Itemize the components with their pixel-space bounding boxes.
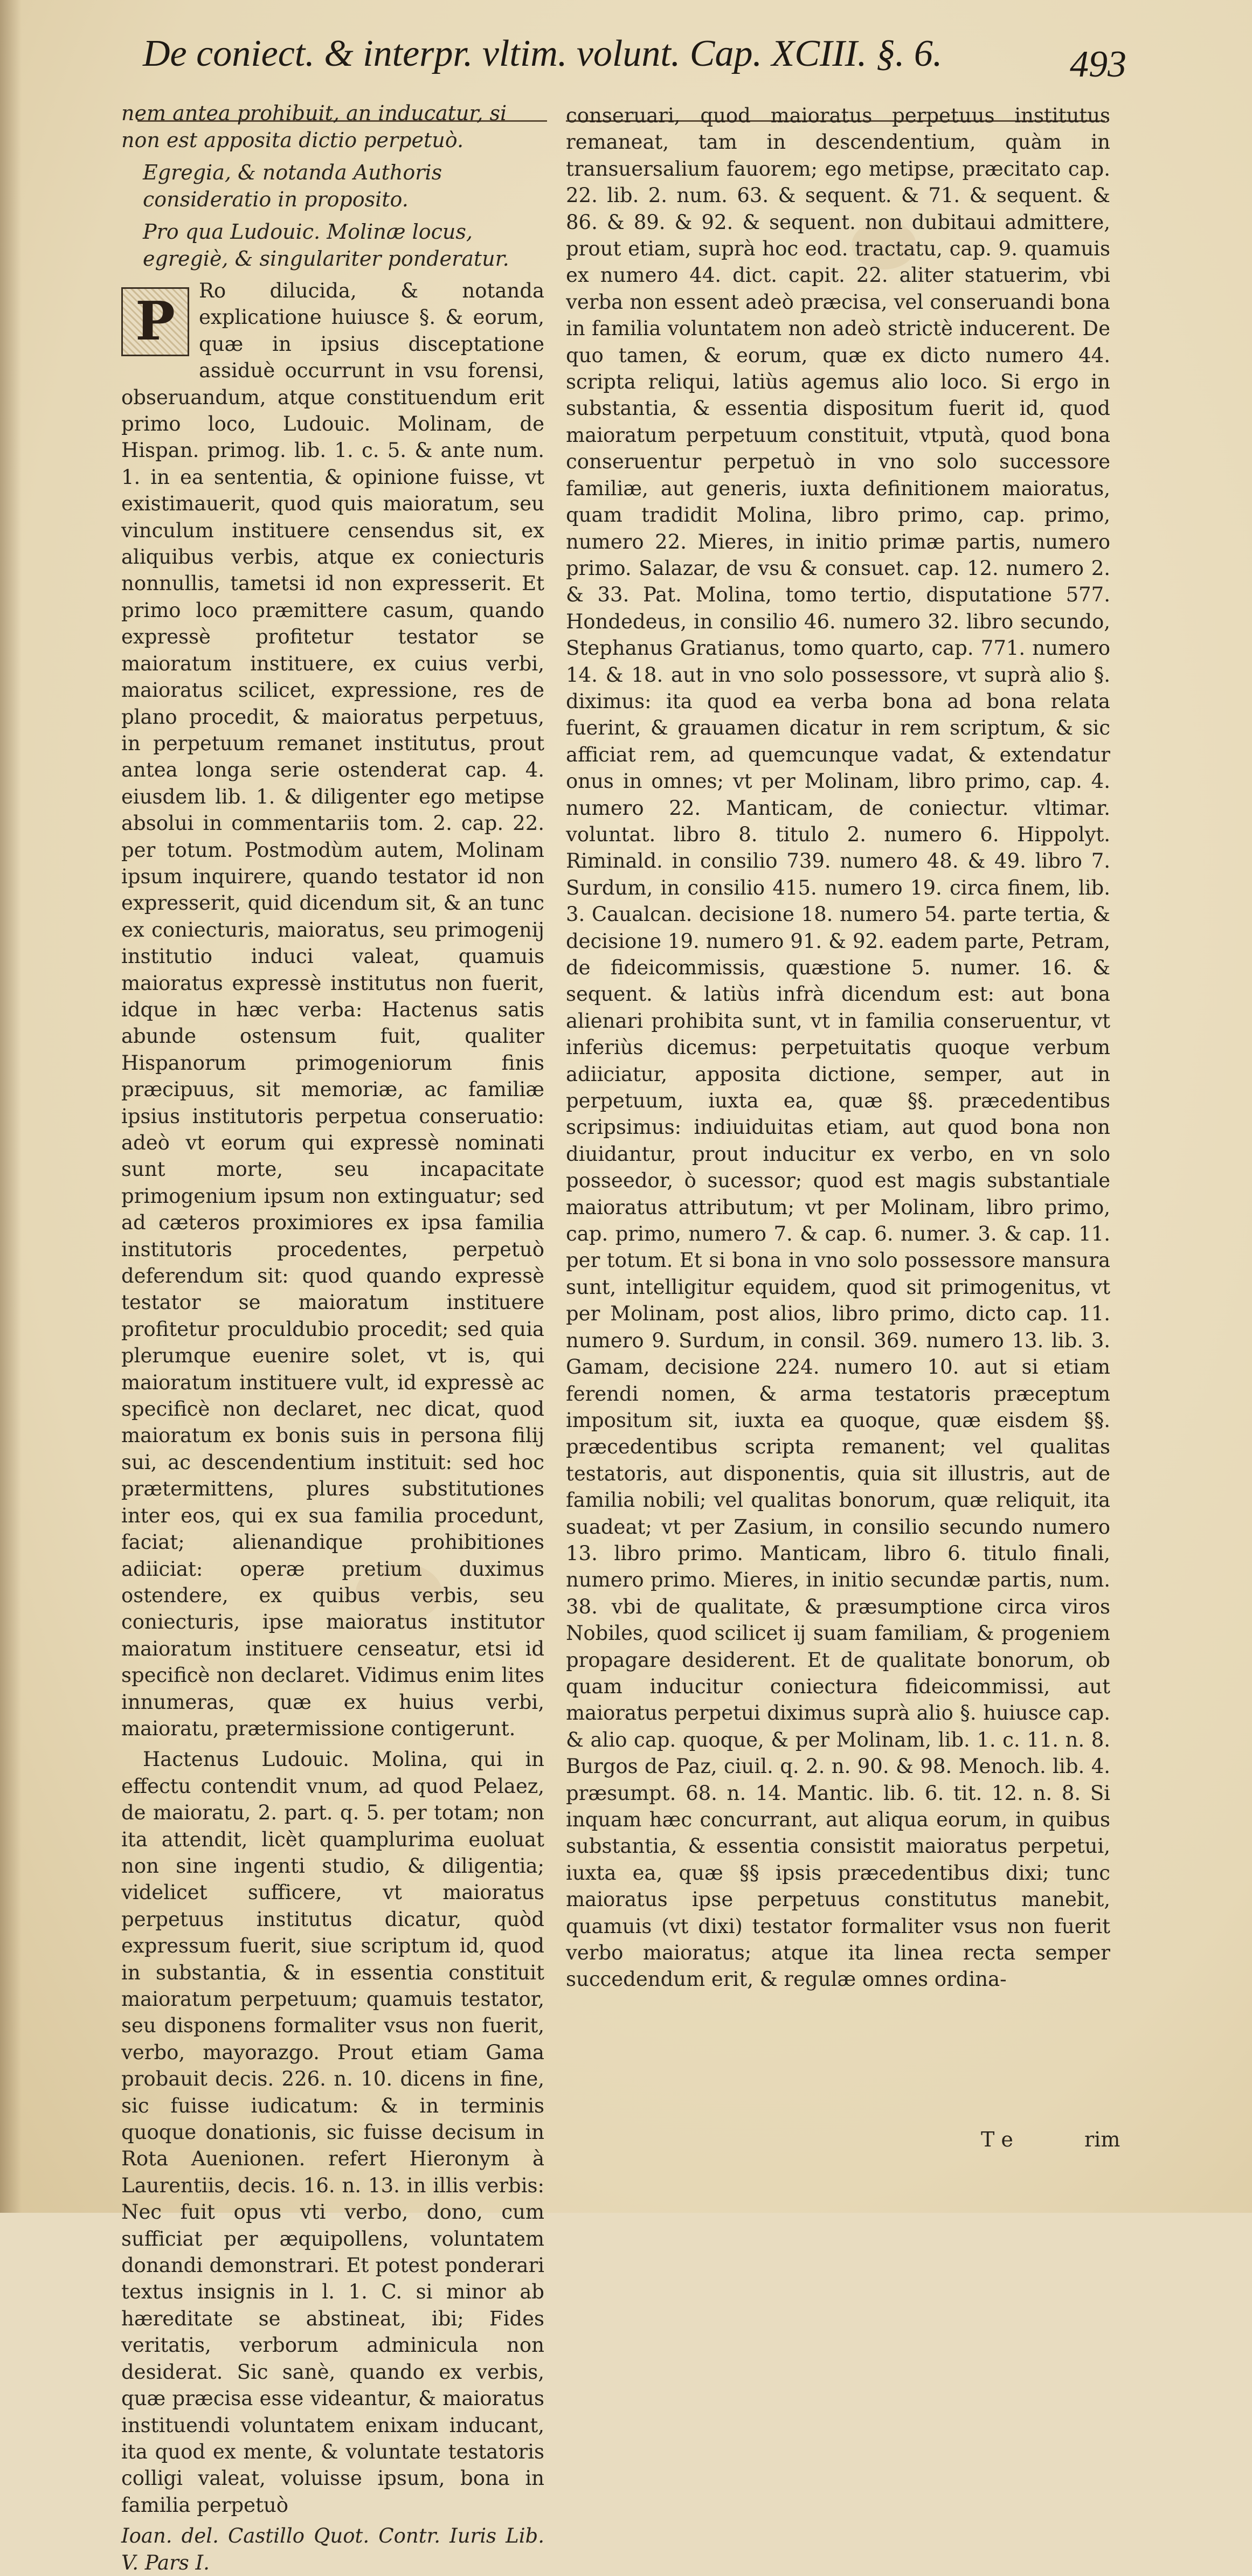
page-number: 493 xyxy=(1070,44,1126,85)
paragraph-text: Ro dilucida, & notanda explicatione huiusce §. & eorum, quæ in ipsius disceptatione assiduè occurrunt in vsu forensi, obseruandum, atque constituendum erit primo loco, Ludouic. Molinam, de Hispan. primog. lib. 1. c. 5. & ante num. 1. in ea sententia, & opinione fuisse, vt existimauerit, quod quis maioratum, seu vinculum instituere censendus sit, ex aliquibus verbis, atque ex coniecturis nonnullis, tametsi id non expresserit. Et primo loco præmittere casum, quando expressè profitetur testator se maioratum instituere, ex cuius verbi, maioratus scilicet, expressione, res de plano procedit, & maioratus perpetuus, in perpetuum remanet institutus, prout antea longa serie ostenderat cap. 4. eiusdem lib. 1. & diligenter ego metipse absolui in commentariis tom. 2. cap. 22. per totum. Postmodùm autem, Molinam ipsum inquirere, quando testator id non expresserit, quid dicendum sit, & an tunc ex coniecturis, maioratus, seu primogenij institutio induci valeat, quamuis maioratus expressè institutus non fuerit, idque in hæc verba: Hactenus satis abunde ostensum fuit, qualiter Hispanorum primogeniorum finis præcipuus, sit memoriæ, ac familiæ ipsius institutoris perpetua conseruatio: adeò vt eorum qui expressè nominati sunt morte, seu incapacitate primogenium ipsum non extinguatur; sed ad cæteros proximiores ex ipsa familia institutoris procedentes, perpetuò deferendum sit: quod quando expressè testator se maioratum instituere profitetur proculdubio procedit; sed quia plerumque euenire solet, vt is, qui maioratum instituere vult, id expressè ac specificè non declaret, nec dicat, quod maioratum ex bonis suis in persona filij sui, ac descendentium instituit: sed hoc prætermittens, plures substitutiones inter eos, qui ex sua familia procedunt, faciat; alienandique prohibitiones adiiciat: operæ pretium duximus ostendere, ex quibus verbis, seu coniecturis, ipse maioratus institutor maioratum instituere censeatur, etsi id specificè non declaret. Vidimus enim lites innumeras, quæ ex huius verbi, maioratu, prætermissione contigerunt. xyxy=(121,279,544,1740)
ornamental-initial: P xyxy=(121,287,189,356)
binding-shadow xyxy=(0,0,22,2213)
paragraph xyxy=(121,278,544,1742)
running-head: De coniect. & interpr. vltim. volunt. Cap. XCIII. §. 6. xyxy=(143,33,943,74)
catchword xyxy=(981,2128,1120,2151)
page-header xyxy=(0,30,1252,110)
paragraph: Hactenus Ludouic. Molina, qui in effectu contendit vnum, ad quod Pelaez, de maioratu, 2. part. q. 5. per totam; non ita attendit, licèt quamplurima euoluat non sine ingenti studio, & diligentia; videlicet sufficere, vt maioratus perpetuus institutus dicatur, quòd expressum fuerit, siue scriptum id, quod in substantia, & in essentia constituit maioratum perpetuum; quamuis testator, seu disponens formaliter vsus non fuerit, verbo, mayorazgo. Prout etiam Gama probauit decis. 226. n. 10. dicens in fine, sic fuisse iudicatum: & in terminis quoque donationis, sic fuisse decisum in Rota Auenionen. refert Hieronym à Laurentiis, decis. 16. n. 13. in illis verbis: Nec fuit opus vti verbo, dono, cum sufficiat per æquipollens, voluntatem donandi demonstrari. Et potest ponderari textus insignis in l. 1. C. si minor ab hæreditate se abstineat, ibi; Fides veritatis, verborum adminicula non desiderat. Sic sanè, quando ex verbis, quæ præcisa esse videantur, & maioratus instituendi voluntatem enixam inducant, ita quod ex mente, & voluntate testatoris colligi valeat, voluisse ipsum, bona in familia perpetuò xyxy=(121,1748,544,2517)
paragraph: conseruari, quod maioratus perpetuus institutus remaneat, tam in descendentium, quàm in transuersalium fauorem; ego metipse, præcitato cap. 22. lib. 2. num. 63. & sequent. & 71. & sequent. & 86. & 89. & 92. & sequent. non dubitaui admittere, prout etiam, suprà hoc eod. tractatu, cap. 9. quamuis ex numero 44. dict. capit. 22. aliter statuerim, vbi verba non essent adeò præcisa, vel conseruandi bona in familia voluntatem non adeò strictè inducerent. De quo tamen, & eorum, quæ ex dicto numero 44. scripta reliqui, latiùs agemus alio loco. Si ergo in substantia, & essentia dispositum fuerit id, quod maioratum perpetuum constituit, vtputà, quod bona conseruentur perpetuò in vno solo successore familiæ, aut generis, iuxta definitionem maioratus, quam tradidit Molina, libro primo, cap. primo, numero 22. Mieres, in initio primæ partis, numero primo. Salazar, de vsu & consuet. cap. 12. numero 2. & 33. Pat. Molina, tomo tertio, disputatione 577. Hondedeus, in consilio 46. numero 32. libro secundo, Stephanus Gratianus, tomo quarto, cap. 771. numero 14. & 18. aut in vno solo possessore, vt suprà alio §. diximus: ita quod ea verba bona ad bona relata fuerint, & grauamen dicatur in rem scriptum, & sic afficiat rem, ad quemcunque vadat, & extendatur onus in omnes; vt per Molinam, libro primo, cap. 4. numero 22. Manticam, de coniectur. vltimar. voluntat. libro 8. titulo 2. numero 6. Hippolyt. Riminald. in consilio 739. numero 48. & 49. libro 7. Surdum, in consilio 415. numero 19. circa finem, lib. 3. Caualcan. decisione 18. numero 54. parte tertia, & decisione 19. numero 91. & 92. eadem parte, Petram, de fideicommissis, quæstione 5. numer. 16. & sequent. & latiùs infrà dicendum est: aut bona alienari prohibita sunt, vt in familia conseruentur, vt inferiùs dicemus: perpetuitatis quoque verbum adiiciatur, apposita dictione, semper, aut in perpetuum, iuxta ea, quæ §§. præcedentibus scripsimus: indiuiduitas etiam, aut quod bona non diuidantur, prout inducitur ex verbo, en vn solo posseedor, ò sucessor; quod est magis substantiale maioratus attributum; vt per Molinam, libro primo, cap. primo, numero 7. & cap. 6. numer. 3. & cap. 11. per totum. Et si bona in vno solo possessore mansura sunt, intelligitur equidem, quod sit primogenitus, vt per Molinam, post alios, libro primo, dicto cap. 11. numero 9. Surdum, in consil. 369. numero 13. lib. 3. Gamam, decisione 224. numero 10. aut si etiam ferendi nomen, & arma testatoris præceptum impositum sit, iuxta ea quoque, quæ eisdem §§. præcedentibus scripta remanent; vel qualitas testatoris, aut disponentis, quia sit illustris, aut de familia nobili; vel qualitas bonorum, quæ reliquit, ita suadeat; vt per Zasium, in consilio secundo numero 13. libro primo. Manticam, libro 6. titulo finali, numero primo. Mieres, in initio secundæ partis, num. 38. vbi de qualitate, & præsumptione circa viros Nobiles, quod scilicet ij suam familiam, & progeniem propagare desiderent. Et de qualitate bonorum, ob quam inducitur coniectura fideicommissi, aut maioratus perpetui diximus suprà alio §. huiusce cap. & alio cap. quoque, & per Molinam, lib. 1. c. 11. n. 8. Burgos de Paz, ciuil. q. 2. n. 90. & 98. Menoch. lib. 4. præsumpt. 68. n. 14. Mantic. lib. 6. tit. 12. n. 8. Si inquam hæc concurrant, aut aliqua eorum, in quibus substantia, & essentia consistit maioratus perpetui, iuxta ea, quæ §§ ipsis præcedentibus dixi; tunc maioratus ipse perpetuus constitutus manebit, quamuis (vt dixi) testator formaliter vsus non fuerit verbo maioratus; atque ita linea recta semper succedendum erit, & regulæ omnes ordina- xyxy=(566,104,1110,1991)
side-note: Egregia, & notanda Authoris consideratio in proposito. xyxy=(143,161,442,211)
side-note: Pro qua Ludouic. Molinæ locus, egregiè, & singulariter ponderatur. xyxy=(143,220,509,271)
right-column xyxy=(566,102,1110,1993)
footer-signature: Ioan. del. Castillo Quot. Contr. Iuris Lib. V. Pars I. xyxy=(121,2524,544,2574)
left-column xyxy=(121,100,544,2576)
catchword-text: rim xyxy=(1084,2128,1120,2151)
signature-mark: T e xyxy=(981,2128,1013,2151)
side-note: nem antea prohibuit, an inducatur, si non est apposita dictio perpetuò. xyxy=(121,101,507,152)
